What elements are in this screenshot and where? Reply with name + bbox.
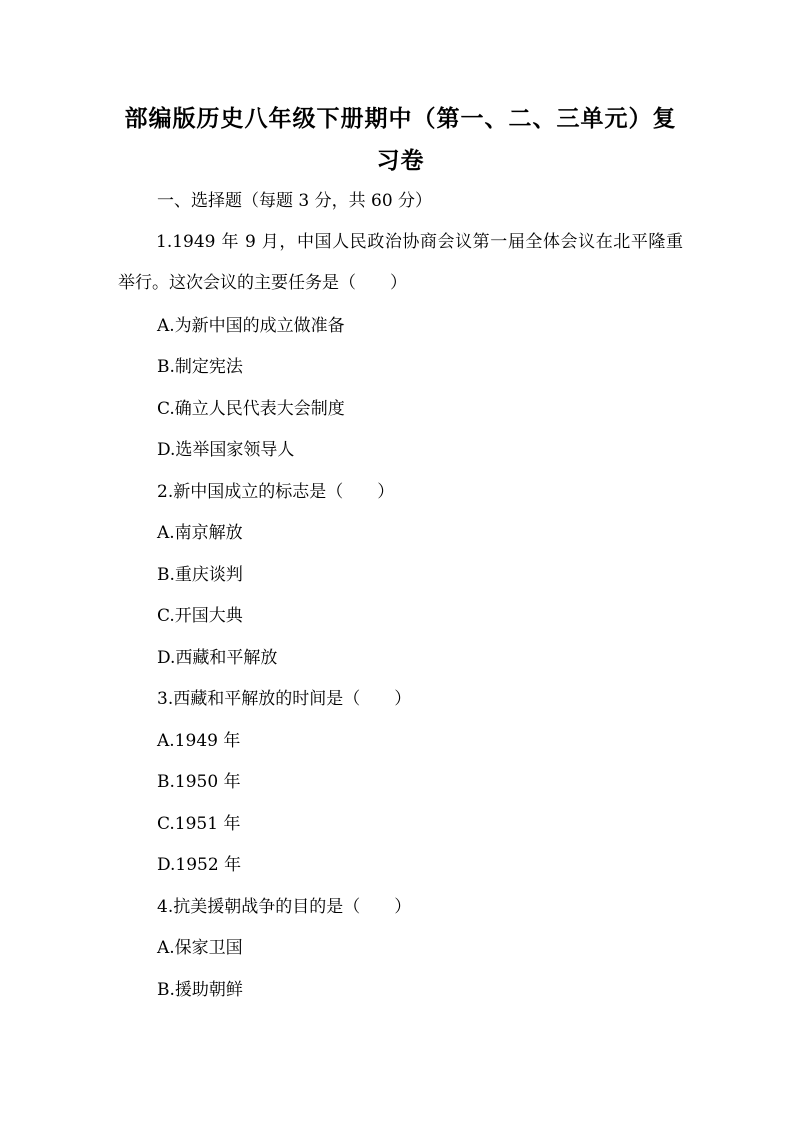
- question-3-option-a: A.1949 年: [157, 731, 241, 751]
- question-2-option-c: C.开国大典: [157, 606, 243, 626]
- question-1-stem: 1.1949 年 9 月，中国人民政治协商会议第一届全体会议在北平隆重举行。这次会议的主要任务是（ ）: [118, 232, 683, 293]
- question-2-option-a: A.南京解放: [157, 523, 243, 543]
- question-1-option-c: C.确立人民代表大会制度: [157, 399, 345, 419]
- question-1-option-d: D.选举国家领导人: [157, 440, 295, 460]
- document-title: 部编版历史八年级下册期中（第一、二、三单元）复习卷: [124, 105, 677, 174]
- question-3-option-c: C.1951 年: [157, 814, 241, 834]
- question-4-option-a: A.保家卫国: [157, 938, 243, 958]
- question-4-option-b: B.援助朝鲜: [157, 980, 243, 1000]
- question-4-stem: 4.抗美援朝战争的目的是（ ）: [157, 897, 412, 917]
- question-3-stem: 3.西藏和平解放的时间是（ ）: [157, 689, 412, 709]
- section-heading: 一、选择题（每题 3 分，共 60 分）: [157, 191, 433, 211]
- question-3-option-b: B.1950 年: [157, 772, 241, 792]
- question-3-option-d: D.1952 年: [157, 855, 242, 875]
- question-2-stem: 2.新中国成立的标志是（ ）: [157, 482, 395, 502]
- question-1-option-b: B.制定宪法: [157, 357, 243, 377]
- question-2-option-d: D.西藏和平解放: [157, 648, 278, 668]
- question-1-option-a: A.为新中国的成立做准备: [157, 316, 345, 336]
- question-2-option-b: B.重庆谈判: [157, 565, 243, 585]
